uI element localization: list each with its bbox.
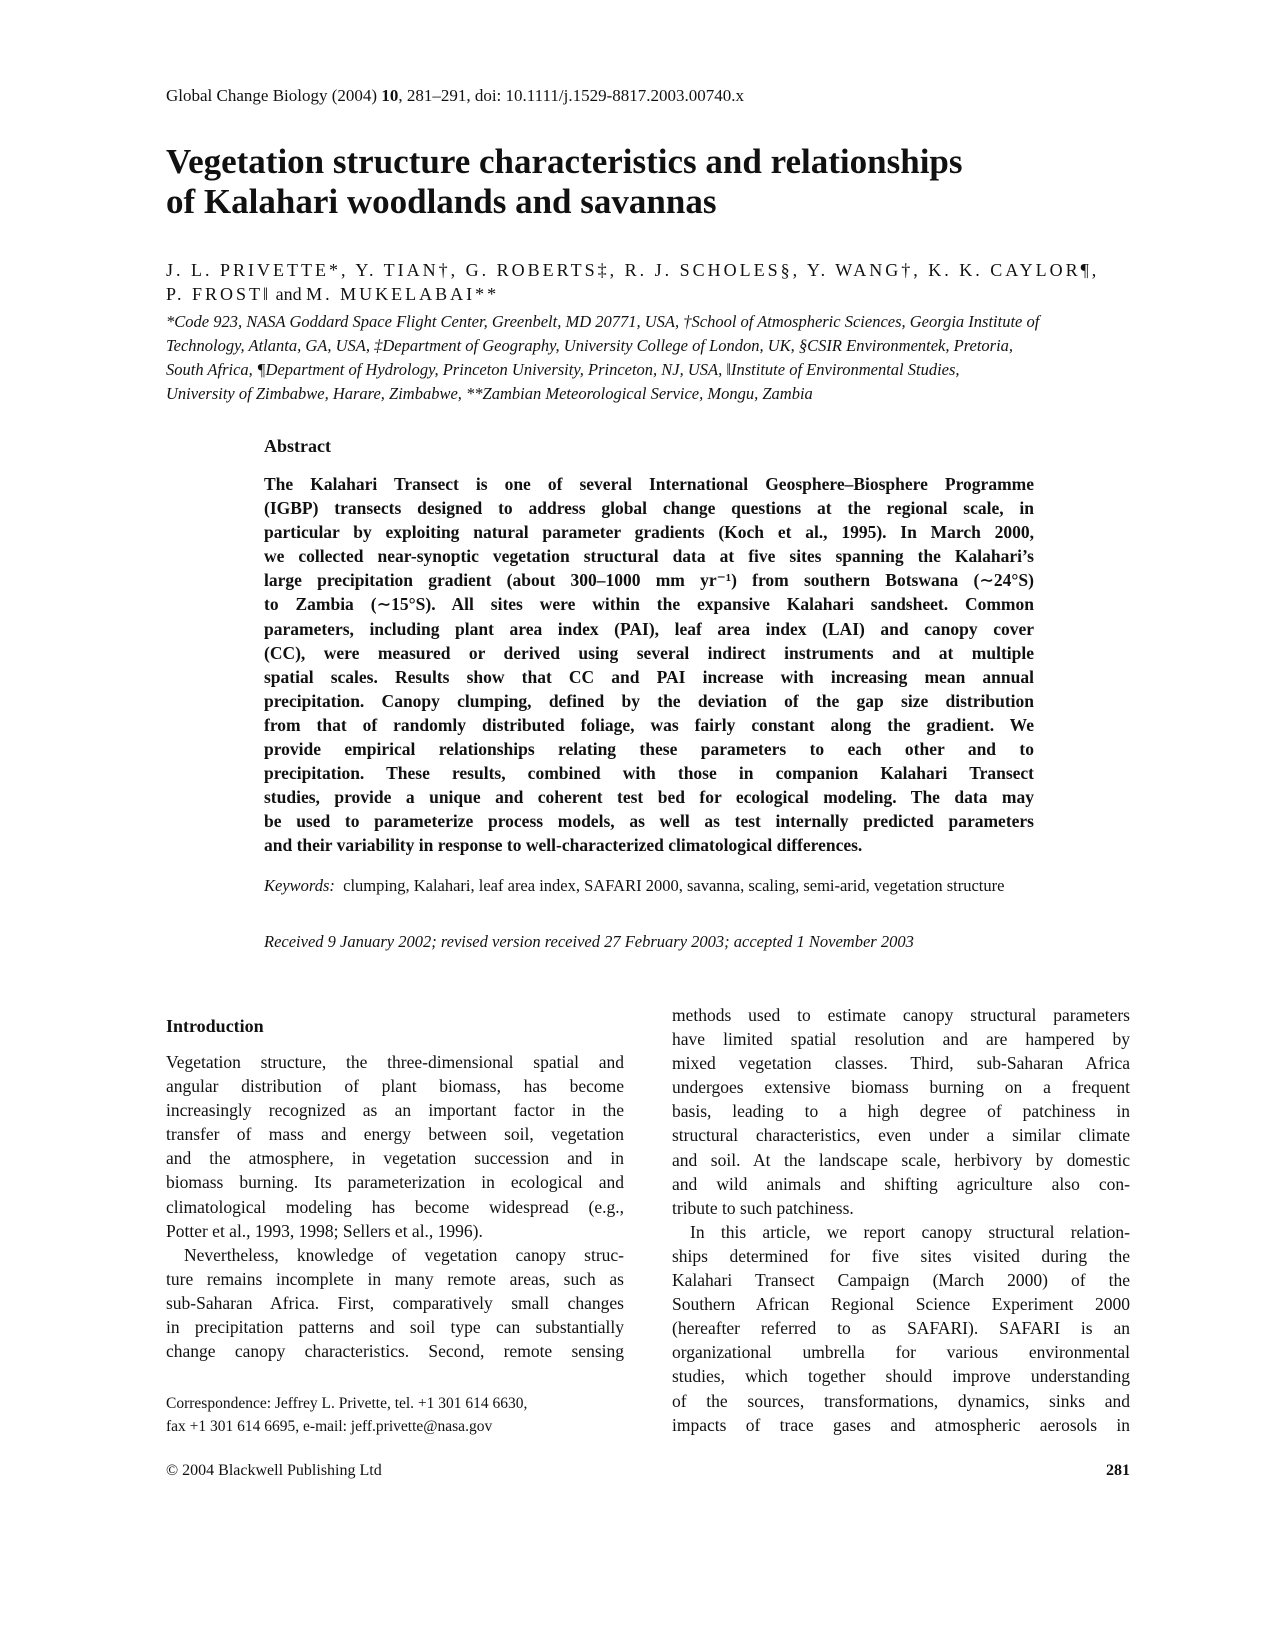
text-line: studies, provide a unique and coherent test bed for ecological modeling. The data may [264, 787, 1034, 808]
correspondence-line-2: fax +1 301 614 6695, e-mail: jeff.privette@nasa.gov [166, 1418, 493, 1435]
received-dates: Received 9 January 2002; revised version received 27 February 2003; accepted 1 November 2003 [264, 932, 914, 951]
text-line: basis, leading to a high degree of patchiness in [672, 1101, 1130, 1122]
text-line: Potter et al., 1993, 1998; Sellers et al., 1996). [166, 1220, 483, 1241]
keywords-label: Keywords: [264, 876, 335, 895]
text-line: biomass burning. Its parameterization in ecological and [166, 1172, 624, 1193]
text-line: mixed vegetation classes. Third, sub-Saharan Africa [672, 1053, 1130, 1074]
journal-citation [166, 86, 744, 106]
text-line: climatological modeling has become widespread (e.g., [166, 1196, 624, 1217]
text-line: In this article, we report canopy structural relation- [690, 1221, 1130, 1242]
author-mukelabai: M. MUKELABAI** [306, 284, 500, 304]
text-line: from that of randomly distributed foliage, was fairly constant along the gradient. We [264, 714, 1034, 735]
text-line: undergoes extensive biomass burning on a frequent [672, 1077, 1130, 1098]
text-line: Nevertheless, knowledge of vegetation canopy struc- [184, 1244, 624, 1265]
paper-title [166, 142, 1126, 222]
text-line: transfer of mass and energy between soil, vegetation [166, 1124, 624, 1145]
text-line: (CC), were measured or derived using several indirect instruments and at multiple [264, 642, 1034, 663]
text-line: precipitation. These results, combined with those in companion Kalahari Transect [264, 763, 1034, 784]
text-line: large precipitation gradient (about 300–1000 mm yr⁻¹) from southern Botswana (∼24°S) [264, 570, 1034, 591]
text-line: and wild animals and shifting agriculture also con- [672, 1173, 1130, 1194]
text-line: and soil. At the landscape scale, herbivory by domestic [672, 1149, 1130, 1170]
title-line-1: Vegetation structure characteristics and relationships [166, 142, 963, 181]
text-line: Kalahari Transect Campaign (March 2000) of the [672, 1270, 1130, 1291]
text-line: tribute to such patchiness. [672, 1197, 854, 1218]
text-line: change canopy characteristics. Second, remote sensing [166, 1341, 624, 1362]
correspondence-note [166, 1392, 626, 1438]
abstract-heading: Abstract [264, 436, 331, 456]
affiliation-line: *Code 923, NASA Goddard Space Flight Center, Greenbelt, MD 20771, USA, †School of Atmospheric Sciences, Georgia Institute of [166, 312, 1040, 331]
introduction-left-column [166, 1050, 624, 1363]
affiliations [166, 310, 1146, 406]
affiliation-line: Technology, Atlanta, GA, USA, ‡Department of Geography, University College of London, UK, §CSIR Environmentek, Pretoria, [166, 336, 1014, 355]
text-line: ships determined for five sites visited during the [672, 1245, 1130, 1266]
text-line: in precipitation patterns and soil type can substantially [166, 1317, 624, 1338]
text-line: particular by exploiting natural parameter gradients (Koch et al., 1995). In March 2000, [264, 522, 1034, 543]
text-line: structural characteristics, even under a similar climate [672, 1125, 1130, 1146]
authors-line-1: J. L. PRIVETTE*, Y. TIAN†, G. ROBERTS‡, R. J. SCHOLES§, Y. WANG†, K. K. CAYLOR¶, [166, 260, 1100, 280]
text-line: spatial scales. Results show that CC and PAI increase with increasing mean annual [264, 666, 1034, 687]
introduction-heading: Introduction [166, 1016, 264, 1036]
text-line: be used to parameterize process models, as well as test internally predicted parameters [264, 811, 1034, 832]
author-list [166, 258, 1146, 306]
text-line: methods used to estimate canopy structural parameters [672, 1005, 1130, 1025]
text-line: organizational umbrella for various environmental [672, 1342, 1130, 1363]
text-line: increasingly recognized as an important factor in the [166, 1100, 624, 1121]
text-line: Vegetation structure, the three-dimensional spatial and [166, 1052, 624, 1072]
text-line: and the atmosphere, in vegetation succession and in [166, 1148, 624, 1169]
correspondence-line-1: Correspondence: Jeffrey L. Privette, tel. +1 301 614 6630, [166, 1395, 528, 1412]
text-line: have limited spatial resolution and are hampered by [672, 1029, 1130, 1050]
copyright: © 2004 Blackwell Publishing Ltd [166, 1462, 382, 1479]
text-line: of the sources, transformations, dynamics, sinks and [672, 1390, 1130, 1411]
text-line: The Kalahari Transect is one of several International Geosphere–Biosphere Programme [264, 474, 1034, 494]
keywords [264, 874, 1034, 898]
text-line: (hereafter referred to as SAFARI). SAFARI is an [672, 1318, 1130, 1339]
text-line: precipitation. Canopy clumping, defined by the deviation of the gap size distribution [264, 690, 1034, 711]
affiliation-line: South Africa, ¶Department of Hydrology, Princeton University, Princeton, NJ, USA, ‖Institute of Environmental Studies, [166, 360, 960, 379]
journal-suffix: , 281–291, doi: 10.1111/j.1529-8817.2003.00740.x [398, 86, 744, 105]
text-line: and their variability in response to well-characterized climatological differences. [264, 835, 863, 856]
author-frost: P. FROST‖ [166, 284, 272, 304]
text-line: ture remains incomplete in many remote areas, such as [166, 1268, 624, 1289]
text-line: we collected near-synoptic vegetation structural data at five sites spanning the Kalahari’s [264, 546, 1034, 567]
text-line: provide empirical relationships relating these parameters to each other and to [264, 739, 1034, 760]
text-line: impacts of trace gases and atmospheric aerosols in [672, 1414, 1130, 1435]
text-line: sub-Saharan Africa. First, comparatively small changes [166, 1292, 624, 1313]
title-line-2: of Kalahari woodlands and savannas [166, 182, 717, 221]
journal-prefix: Global Change Biology (2004) [166, 86, 382, 105]
journal-volume: 10 [381, 86, 399, 105]
text-line: angular distribution of plant biomass, has become [166, 1076, 624, 1097]
authors-and: and [271, 284, 307, 304]
keywords-text: clumping, Kalahari, leaf area index, SAFARI 2000, savanna, scaling, semi-arid, vegetation structure [343, 876, 1005, 895]
affiliation-line: University of Zimbabwe, Harare, Zimbabwe, **Zambian Meteorological Service, Mongu, Zambia [166, 384, 813, 403]
abstract-body [264, 472, 1034, 858]
introduction-right-column [672, 1003, 1130, 1437]
authors-line-2 [166, 282, 1146, 306]
text-line: studies, which together should improve understanding [672, 1366, 1130, 1387]
page-number: 281 [1106, 1462, 1130, 1479]
text-line: to Zambia (∼15°S). All sites were within the expansive Kalahari sandsheet. Common [264, 594, 1034, 615]
text-line: parameters, including plant area index (PAI), leaf area index (LAI) and canopy cover [264, 618, 1034, 639]
text-line: (IGBP) transects designed to address global change questions at the regional scale, in [264, 498, 1034, 519]
text-line: Southern African Regional Science Experiment 2000 [672, 1294, 1130, 1315]
